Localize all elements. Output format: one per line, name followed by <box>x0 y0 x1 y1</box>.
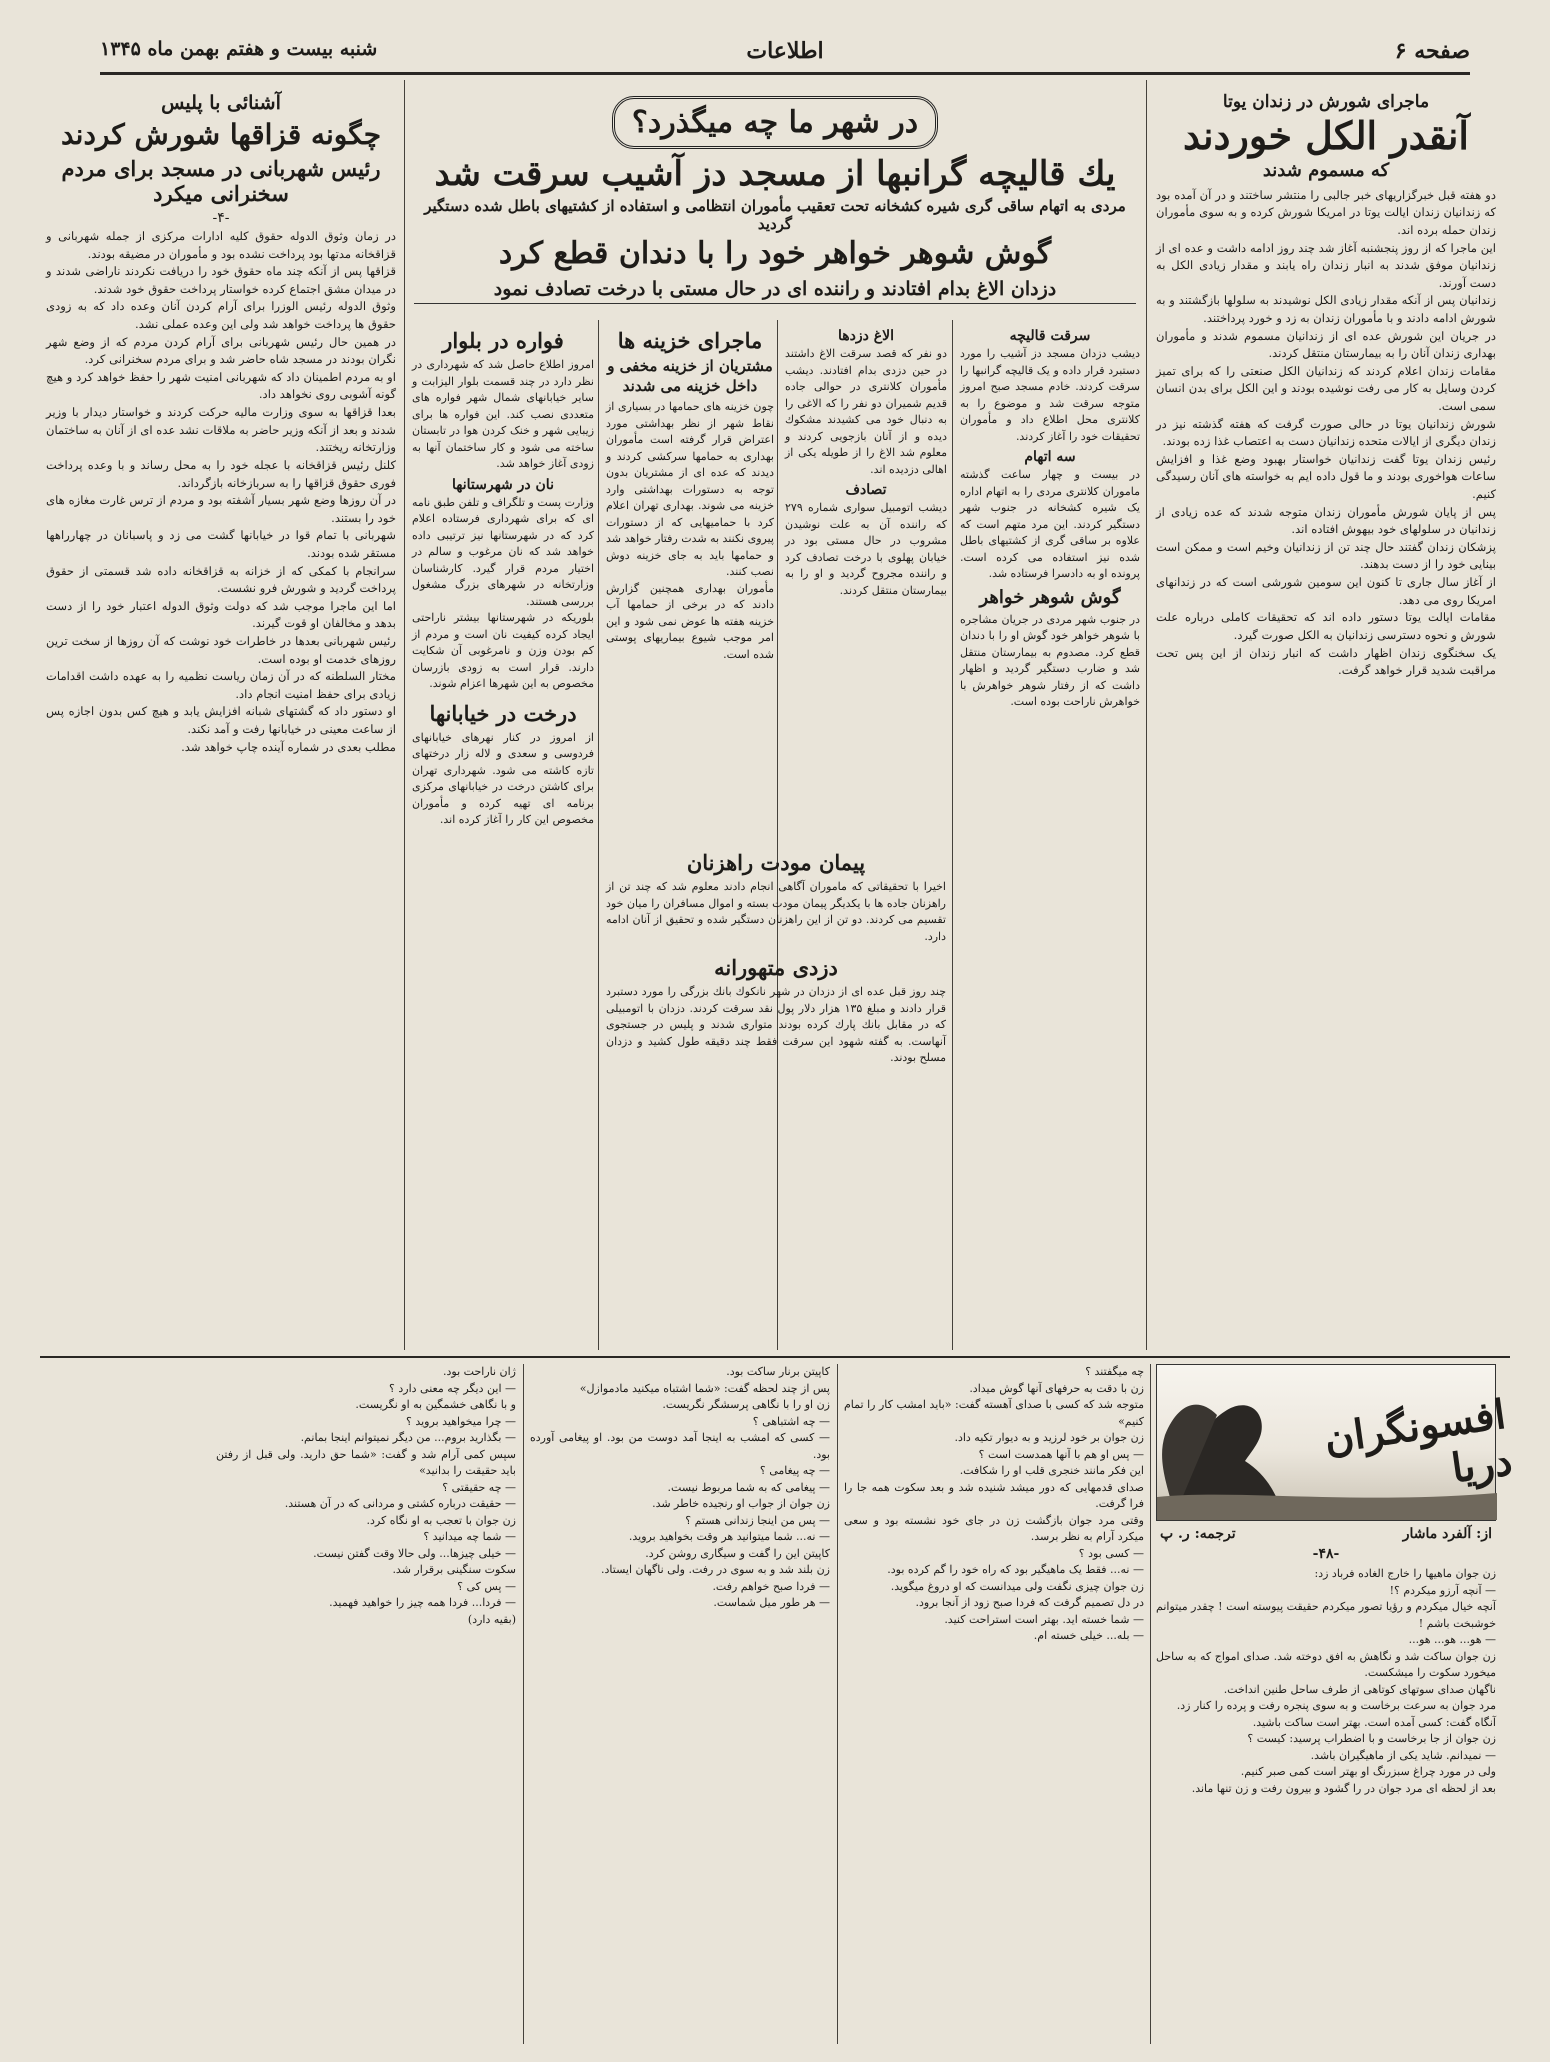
news-column-c <box>606 324 774 844</box>
serial-paragraph: — پس او هم با آنها همدست است ؟ <box>978 1447 1144 1461</box>
serial-story-col4 <box>216 1364 516 2054</box>
item-heading: دزدی متهورانه <box>714 955 838 981</box>
issue-date: شنبه بیست و هفتم بهمن ماه ۱۳۴۵ <box>100 38 378 60</box>
serial-paragraph: — کسی بود ؟ <box>1078 1546 1144 1560</box>
article-paragraph: شهربانی با تمام قوا در خیابانها گشت می زد و پاسبانان در چهارراهها مستقر شده بودند. <box>46 528 396 560</box>
item-body: در جنوب شهر مردی در جریان مشاجره با شوهر خواهر خود گوش او را با دندان قطع کرد. مصدوم به بیمارستان منتقل شد و ضارب دستگیر گردید و اظهار داشت که از رفتار شوهر خواهرش با خواهرش ناراحت بوده است. <box>960 612 1140 709</box>
serial-paragraph: — پس کی ؟ <box>457 1579 516 1593</box>
column-rule <box>404 80 405 1350</box>
serial-paragraph: زن جوان از جواب او رنجیده خاطر شد. <box>652 1497 830 1510</box>
news-column-a <box>785 324 947 844</box>
serial-paragraph: زن جوان بر خود لرزید و به دیوار تکیه داد. <box>954 1431 1144 1444</box>
article-paragraph: او دستور داد که گشتهای شبانه افزایش یابد و هیچ کس بدون اجازه پس از ساعت معینی در خیابانها رفت و آمد نکند. <box>46 704 396 737</box>
serial-paragraph: — چه پیغامی ؟ <box>759 1464 830 1477</box>
article-paragraph: یک سخنگوی زندان اظهار داشت که انبار زندان از این پس تحت مراقبت شدید قرار خواهد گرفت. <box>1156 645 1496 678</box>
serial-paragraph: — پیغامی که به شما مربوط نیست. <box>667 1480 830 1494</box>
serial-paragraph: بعد از لحظه ای مرد جوان در را گشود و بیرون رفت و زن تنها ماند. <box>1191 1781 1496 1795</box>
serial-paragraph: — فردا صبح خواهم رفت. <box>712 1579 830 1593</box>
section-divider <box>40 1356 1510 1358</box>
item-body: چند روز قبل عده ای از دزدان در شهر نانکوك بانك بزرگی را مورد دستبرد قرار دادند و مبلغ ۱۳۵ هزار دلار پول نقد سرقت کردند. دزدان با اتومبیلی که در مقابل بانك پارك کرده بودند متواری شدند و پلیس در جستجوی آنهاست. به گفته شهود این سرقت فقط چند دقیقه طول کشید و دزدان مسلح بودند. <box>606 985 946 1065</box>
serial-paragraph: — چرا میخواهید بروید ؟ <box>406 1414 516 1428</box>
item-heading: فواره در بلوار <box>442 328 564 353</box>
serial-paragraph: — نمیدانم. شاید یکی از ماهیگیران باشد. <box>1310 1748 1496 1762</box>
paper-name: اطلاعات <box>746 38 824 64</box>
serial-paragraph: زن جوان ساکت شد و نگاهش به افق دوخته شد. صدای امواج که به ساحل میخورد سکوت را میشکست. <box>1156 1649 1496 1679</box>
article-paragraph: مختار السلطنه که در آن زمان ریاست نظمیه را به عهده داشت اقدامات زیادی برای حفظ امنیت انجام داد. <box>46 669 396 701</box>
item-body: اخیرا با تحقیقاتی که ماموران آگاهی انجام دادند معلوم شد که چند تن از راهزنان جاده ها با یکدیگر پیمان مودت بسته و اموال مسافران را میان خود تقسیم می کردند. دو تن از این راهزنان دستگیر شده و تحقیق از آنان ادامه دارد. <box>606 880 946 943</box>
article-paragraph: شورش زندانیان یوتا در حالی صورت گرفت که هفته گذشته نیز در زندان دیگری از ایالات متحده زندانیان دست به اعتصاب غذا زده بودند. <box>1156 416 1496 449</box>
serial-paragraph: زن بلند شد و به سوی در رفت. ولی ناگهان ایستاد. <box>601 1563 830 1576</box>
serial-paragraph: پس از چند لحظه گفت: «شما اشتباه میکنید مادموازل» <box>579 1381 830 1395</box>
article-paragraph: قزاقها پس از آنکه چند ماه حقوق خود را دریافت نکردند ناراضی شدند و در میدان مشق اجتماع کرده خواستار پرداخت حقوق خود شدند. <box>46 264 396 296</box>
serial-text <box>530 1364 830 1612</box>
article-subhead: رئیس شهربانی در مسجد برای مردم سخنرانی میکرد <box>61 155 381 206</box>
serial-paragraph: — هو... هو... هو... <box>1408 1633 1496 1646</box>
column-rule <box>837 1364 838 2044</box>
serial-paragraph: آنگاه گفت: کسی آمده است. بهتر است ساکت باشید. <box>1252 1715 1496 1729</box>
column-rule <box>1146 80 1147 1350</box>
section-title-box: در شهر ما چه میگذرد؟ <box>612 96 938 149</box>
serial-paragraph: زن جوان با تعجب به او نگاه کرد. <box>366 1513 516 1527</box>
serial-paragraph: ناگهان صدای سوتهای کوتاهی از طرف ساحل طنین انداخت. <box>1223 1682 1496 1696</box>
article-paragraph: در آن روزها وضع شهر بسیار آشفته بود و مردم از ترس غارت مغازه های خود را بستند. <box>46 493 396 525</box>
serial-paragraph: زن او را با نگاهی پرسشگر نگریست. <box>662 1398 830 1411</box>
article-paragraph: دو هفته قبل خبرگزاریهای خبر جالبی را منتشر ساختند و در آن آمده بود که زندانیان زندان ایالت یوتا در امریکا شورش کرده و به سوی مأموران زندان حمله برده اند. <box>1156 187 1496 237</box>
main-headline: یك قالیچه گرانبها از مسجد دز آشیب سرقت شد <box>434 154 1116 194</box>
serial-paragraph: متوجه شد که کسی با صدای آهسته گفت: «باید امشب کار را تمام کنیم» <box>844 1398 1144 1428</box>
article-police-history <box>46 86 396 1351</box>
serial-paragraph: مرد جوان به سرعت برخاست و به سوی پنجره رفت و پرده را کنار زد. <box>1176 1699 1496 1712</box>
serial-paragraph: و با نگاهی خشمگین به او نگریست. <box>355 1398 516 1411</box>
serial-text <box>1156 1566 1496 1797</box>
article-kicker: آشنائی با پلیس <box>161 92 281 114</box>
article-paragraph: سرانجام با کمکی که از خزانه به قزاقخانه داده شد قسمتی از حقوق پرداخت گردید و شورش فرو نشست. <box>46 563 396 596</box>
serial-paragraph: — بله... خیلی خسته ام. <box>1033 1629 1144 1642</box>
serial-story-col3 <box>530 1364 830 2054</box>
item-body: وزارت پست و تلگراف و تلفن طبق نامه ای که برای شهرداری فرستاده اعلام کرد که در شهرستانها نیز ترتیبی داده خواهد شد که نان مرغوب و سالم در اختیار مردم قرار گیرد. کارشناسان وزارتخانه در شهرهای بزرگ مشغول بررسی هستند. <box>412 495 594 608</box>
serial-paragraph: — چه حقیقتی ؟ <box>442 1480 516 1494</box>
item-body: دیشب دزدان مسجد دز آشیب را مورد دستبرد قرار داده و یک قالیچه گرانبها را سرقت کردند. خادم مسجد صبح امروز متوجه سرقت شد و موضوع را به کلانتری محل اطلاع داد و مأموران تحقیقات خود را آغاز کردند. <box>960 347 1140 443</box>
page-number: صفحه ۶ <box>1394 38 1470 64</box>
item-heading: ماجرای خزینه ها <box>617 328 763 353</box>
serial-paragraph: در دل تصمیم گرفت که فردا صبح زود از آنجا برود. <box>915 1596 1144 1609</box>
article-paragraph: مقامات زندان اعلام کردند که زندانیان الکل صنعتی را که برای تمیز کردن وسایل به کار می رفت نوشیده بودند و این الکل برای بدن انسان سمی است. <box>1156 363 1496 413</box>
article-paragraph: پس از پایان شورش مأموران زندان متوجه شدند که عده زیادی از زندانیان در سلولهای خود بیهوش افتاده اند. <box>1156 504 1496 537</box>
item-heading: پیمان مودت راهزنان <box>686 850 866 875</box>
serial-paragraph: — بگذارید بروم... من دیگر نمیتوانم اینجا بمانم. <box>300 1431 516 1444</box>
article-paragraph: این ماجرا که از روز پنجشنبه آغاز شد چند روز ادامه داشت و عده ای از زندانیان موفق شدند به انبار زندان راه یابند و مقدار زیادی الکل به دست آورند. <box>1156 240 1496 290</box>
item-body: بلوریکه در شهرستانها بیشتر ناراحتی ایجاد کرده کیفیت نان است و مردم از کم بودن وزن و نامرغوبی آن شکایت دارند. قرار است به زودی بازرسان مخصوص به این شهرها اعزام شوند. <box>412 611 594 691</box>
article-kicker: ماجرای شورش در زندان یوتا <box>1222 92 1430 112</box>
article-body <box>1156 187 1496 680</box>
serial-paragraph: (بقیه دارد) <box>467 1612 516 1626</box>
serial-paragraph: زن جوان از جا برخاست و با اضطراب پرسید: کیست ؟ <box>1247 1732 1496 1745</box>
serial-paragraph: — نه... شما میتوانید هر وقت بخواهید بروید. <box>628 1530 830 1543</box>
main-subhead: مردی به اتهام ساقی گری شیره کشخانه تحت تعقیب مأموران انتظامی و استفاده از کشتیهای باطل شده دستگیر گردید <box>424 197 1126 234</box>
serial-paragraph: سکوت سنگینی برقرار شد. <box>392 1563 516 1576</box>
article-paragraph: در جریان این شورش عده ای از زندانیان مسموم شدند و مأموران بهداری زندان آنان را به بیمارستان منتقل کردند. <box>1156 328 1496 361</box>
serial-paragraph: این فکر مانند خنجری قلب او را شکافت. <box>959 1464 1144 1477</box>
article-headline: چگونه قزاقها شورش کردند <box>60 118 382 151</box>
item-heading: سه اتهام <box>1024 449 1076 465</box>
serial-paragraph: آنچه خیال میکردم و رؤیا تصور میکردم حقیقت پیوسته است ! چقدر میتوانم خوشبخت باشم ! <box>1156 1600 1496 1630</box>
article-paragraph: کلنل رئیس قزاقخانه با عجله خود را به محل رساند و با وعده پرداخت فوری حقوق قزاقها را به سربازخانه بازگرداند. <box>46 457 396 490</box>
serial-paragraph: — خیلی چیزها... ولی حالا وقت گفتن نیست. <box>313 1546 516 1560</box>
serial-paragraph: کاپیتن برنار ساکت بود. <box>726 1365 830 1378</box>
strip-headline: دزدان الاغ بدام افتادند و راننده ای در حال مستی با درخت تصادف نمود <box>414 275 1136 304</box>
item-heading: الاغ دزدها <box>838 328 894 344</box>
news-column-b <box>960 324 1140 1349</box>
article-body <box>46 228 396 756</box>
column-rule <box>523 1364 524 2044</box>
serial-paragraph: زن جوان چیزی نگفت ولی میدانست که او دروغ میگوید. <box>890 1579 1144 1593</box>
item-body: دو نفر که قصد سرقت الاغ داشتند در حین دزدی بدام افتادند. دیشب مأموران کلانتری در حوالی جاده قدیم شمیران دو نفر را که الاغی را به دنبال خود می کشیدند مشکوك دیده و از آنان بازجویی کردند و معلوم شد الاغ را از طویله یکی از اهالی دزدیده اند. <box>785 347 947 476</box>
article-paragraph: بعدا قزاقها به سوی وزارت مالیه حرکت کردند و خواستار دیدار با وزیر شدند و بعد از آنکه وزیر حاضر به ملاقات نشد عده ای از آنان به ساختمان وزارتخانه ریختند. <box>46 405 396 455</box>
serial-paragraph: — این دیگر چه معنی دارد ؟ <box>389 1381 516 1395</box>
serial-paragraph: زن با دقت به حرفهای آنها گوش میداد. <box>969 1381 1144 1395</box>
serial-paragraph: — کسی که امشب به اینجا آمد دوست من بود. او پیغامی آورده بود. <box>530 1431 830 1461</box>
news-column-d <box>412 324 594 1349</box>
serial-paragraph: — هر طور میل شماست. <box>713 1596 830 1609</box>
article-paragraph: او به مردم اطمینان داد که شهربانی امنیت شهر را حفظ خواهد کرد و هیچ گونه آشوبی روی نخواهد داد. <box>46 369 396 402</box>
item-body: چون خزینه های حمامها در بسیاری از نقاط شهر از نظر بهداشتی مورد اعتراض قرار گرفته است مأموران بهداری به حمامها سرکشی کردند و دیدند که عده ای از مشتریان بدون توجه به دستورات بهداشتی وارد خزینه می شوند. بهداری تهران اعلام کرد با حمامیهایی که از دستورات پیروی نکنند به شدت رفتار خواهد شد و حمامها باید به جای خزینه دوش نصب کنند. <box>606 400 774 579</box>
serial-paragraph: ژان ناراحت بود. <box>443 1365 516 1378</box>
serial-credits <box>1156 1521 1496 1544</box>
item-body: در بیست و چهار ساعت گذشته ماموران کلانتری مردی را به اتهام اداره یک شیره کشخانه در جنوب شهر دستگیر کردند. این مرد متهم است که علاوه بر ساقی گری از کشتیهای باطل شده نیز استفاده می کرده است. پرونده او به دادسرا فرستاده شد. <box>960 468 1140 580</box>
column-rule <box>1150 1364 1151 2044</box>
item-body: از امروز در کنار نهرهای خیابانهای فردوسی و سعدی و لاله زار درختهای تازه کاشته می شود. شهرداری تهران برای کاشتن درخت در خیابانهای مرکزی برنامه ای تهیه کرده و مأموران مخصوص این کار را آغاز کرده اند. <box>412 730 594 827</box>
news-column-span <box>606 846 946 1346</box>
serial-author: از: آلفرد ماشار <box>1402 1526 1492 1542</box>
article-paragraph: اما این ماجرا موجب شد که دولت وثوق الدوله اعتبار خود را از دست بدهد و مخالفان او قوت گیرند. <box>46 598 396 631</box>
column-rule <box>598 320 599 1350</box>
serial-paragraph: — شما چه میدانید ؟ <box>423 1530 516 1543</box>
item-body: مأموران بهداری همچنین گزارش دادند که در برخی از حمامها آب خزینه هفته ها عوض نمی شود و این امر موجب شیوع بیماریهای پوستی شده است. <box>606 581 774 661</box>
item-heading: نان در شهرستانها <box>452 476 554 493</box>
serial-paragraph: — شما خسته اید. بهتر است استراحت کنید. <box>944 1612 1144 1626</box>
serial-episode-number: -۴۸- <box>1312 1546 1340 1562</box>
article-part: -۴- <box>212 209 230 226</box>
serial-paragraph: — چه اشتباهی ؟ <box>752 1414 830 1428</box>
city-news-header <box>414 86 1136 318</box>
serial-text <box>216 1364 516 1628</box>
article-paragraph: در همین حال رئیس شهربانی برای آرام کردن مردم که از وضع شهر نگران بودند در مسجد شاه حاضر شد و برای مردم سخنرانی کرد. <box>46 334 396 367</box>
masthead <box>100 36 1470 75</box>
serial-illustration <box>1156 1364 1516 1521</box>
serial-title: افسونگران دریا <box>1321 1390 1516 1493</box>
serial-story-col2 <box>844 1364 1144 2054</box>
article-prison-riot <box>1156 86 1496 1351</box>
article-paragraph: رئیس شهربانی بعدها در خاطرات خود نوشت که آن روزها از سخت ترین روزهای خدمت او بوده است. <box>46 633 396 666</box>
serial-paragraph: — حقیقت درباره کشتی و مردانی که در آن هستند. <box>284 1497 516 1510</box>
item-heading: تصادف <box>845 482 887 498</box>
article-paragraph: رئیس زندان یوتا گفت زندانیان خواستار بهبود وضع غذا و افزایش ساعات هواخوری بودند و ما قول داده ایم به خواسته های آنان رسیدگی کنیم. <box>1156 451 1496 502</box>
article-paragraph: زندانیان پس از آنکه مقدار زیادی الکل نوشیدند به سلولها بازگشتند و به شورش ادامه دادند و با مأموران زندان به زد و خورد پرداختند. <box>1156 293 1496 325</box>
item-body: دیشب اتومبیل سواری شماره ۲۷۹ که راننده آن به علت نوشیدن مشروب در حال مستی بود در خیابان پهلوی با درخت تصادف کرد و راننده مجروح گردید و او را به بیمارستان منتقل کردند. <box>785 501 947 597</box>
article-paragraph: پزشکان زندان گفتند حال چند تن از زندانیان وخیم است و ممکن است بینایی خود را از دست بدهند. <box>1156 539 1496 572</box>
article-paragraph: مقامات ایالت یوتا دستور داده اند که تحقیقات کاملی درباره علت شورش و نحوه دسترسی زندانیان به الکل صورت گیرد. <box>1156 610 1496 642</box>
serial-paragraph: صدای قدمهایی که دور میشد شنیده شد و بعد سکوت همه جا را فرا گرفت. <box>844 1480 1144 1510</box>
serial-paragraph: وقتی مرد جوان بازگشت زن در جای خود نشسته بود و سعی میکرد آرام به نظر برسد. <box>844 1513 1144 1543</box>
article-paragraph: وثوق الدوله رئیس الوزرا برای آرام کردن آنان وعده داد که به زودی حقوق ها پرداخت خواهد شد ولی این وعده عملی نشد. <box>46 299 396 332</box>
serial-story-col1 <box>1156 1364 1516 2054</box>
item-body: امروز اطلاع حاصل شد که شهرداری در نظر دارد در چند قسمت بلوار الیزابت و سایر خیابانهای شمال شهر فواره های متعددی نصب کند. این فواره ها برای زیبایی شهر و خنک کردن هوا در تابستان ساخته می شود و کار ساختمان آنها به زودی آغاز خواهد شد. <box>412 358 594 471</box>
serial-paragraph: ولی در مورد چراغ سبزرنگ او بهتر است کمی صبر کنیم. <box>1240 1765 1496 1778</box>
item-heading: درخت در خیابانها <box>429 700 577 726</box>
serial-paragraph: زن جوان ماهیها را خارج الغاده فرباد زد: <box>1314 1567 1496 1580</box>
serial-paragraph: — فردا... فردا همه چیز را خواهید فهمید. <box>329 1596 516 1609</box>
item-heading: گوش شوهر خواهر <box>979 586 1121 608</box>
second-headline: گوش شوهر خواهر خود را با دندان قطع کرد <box>498 236 1052 272</box>
serial-paragraph: — آنچه آرزو میکردم ؟! <box>1389 1583 1496 1597</box>
serial-paragraph: — پس من اینجا زندانی هستم ؟ <box>685 1513 830 1527</box>
article-paragraph: در زمان وثوق الدوله حقوق کلیه ادارات مرکزی از جمله شهربانی و قزاقخانه مدتها بود پرداخت نشده بود و مأموران در مضیقه بودند. <box>46 228 396 261</box>
serial-text <box>844 1364 1144 1645</box>
serial-paragraph: کاپیتن این را گفت و سیگاری روشن کرد. <box>645 1546 830 1560</box>
item-subheading: مشتریان از خزینه مخفی و داخل خزینه می شدند <box>607 357 773 395</box>
article-headline: آنقدر الکل خوردند <box>1183 113 1469 158</box>
article-subhead: که مسموم شدند <box>1262 159 1390 181</box>
column-rule <box>952 320 953 1350</box>
article-paragraph: از آغاز سال جاری تا کنون این سومین شورشی است که در زندانهای امریکا روی می دهد. <box>1156 575 1496 607</box>
serial-paragraph: سپس کمی آرام شد و گفت: «شما حق دارید. ولی قبل از رفتن باید حقیقت را بدانید» <box>216 1447 516 1477</box>
serial-translator: ترجمه: ر. پ <box>1160 1526 1236 1542</box>
serial-paragraph: چه میگفتند ؟ <box>1085 1365 1144 1378</box>
article-paragraph: مطلب بعدی در شماره آینده چاپ خواهد شد. <box>181 739 396 754</box>
item-heading: سرقت قالیچه <box>1009 328 1091 344</box>
serial-paragraph: — نه... فقط یک ماهیگیر بود که راه خود را گم کرده بود. <box>887 1563 1144 1576</box>
